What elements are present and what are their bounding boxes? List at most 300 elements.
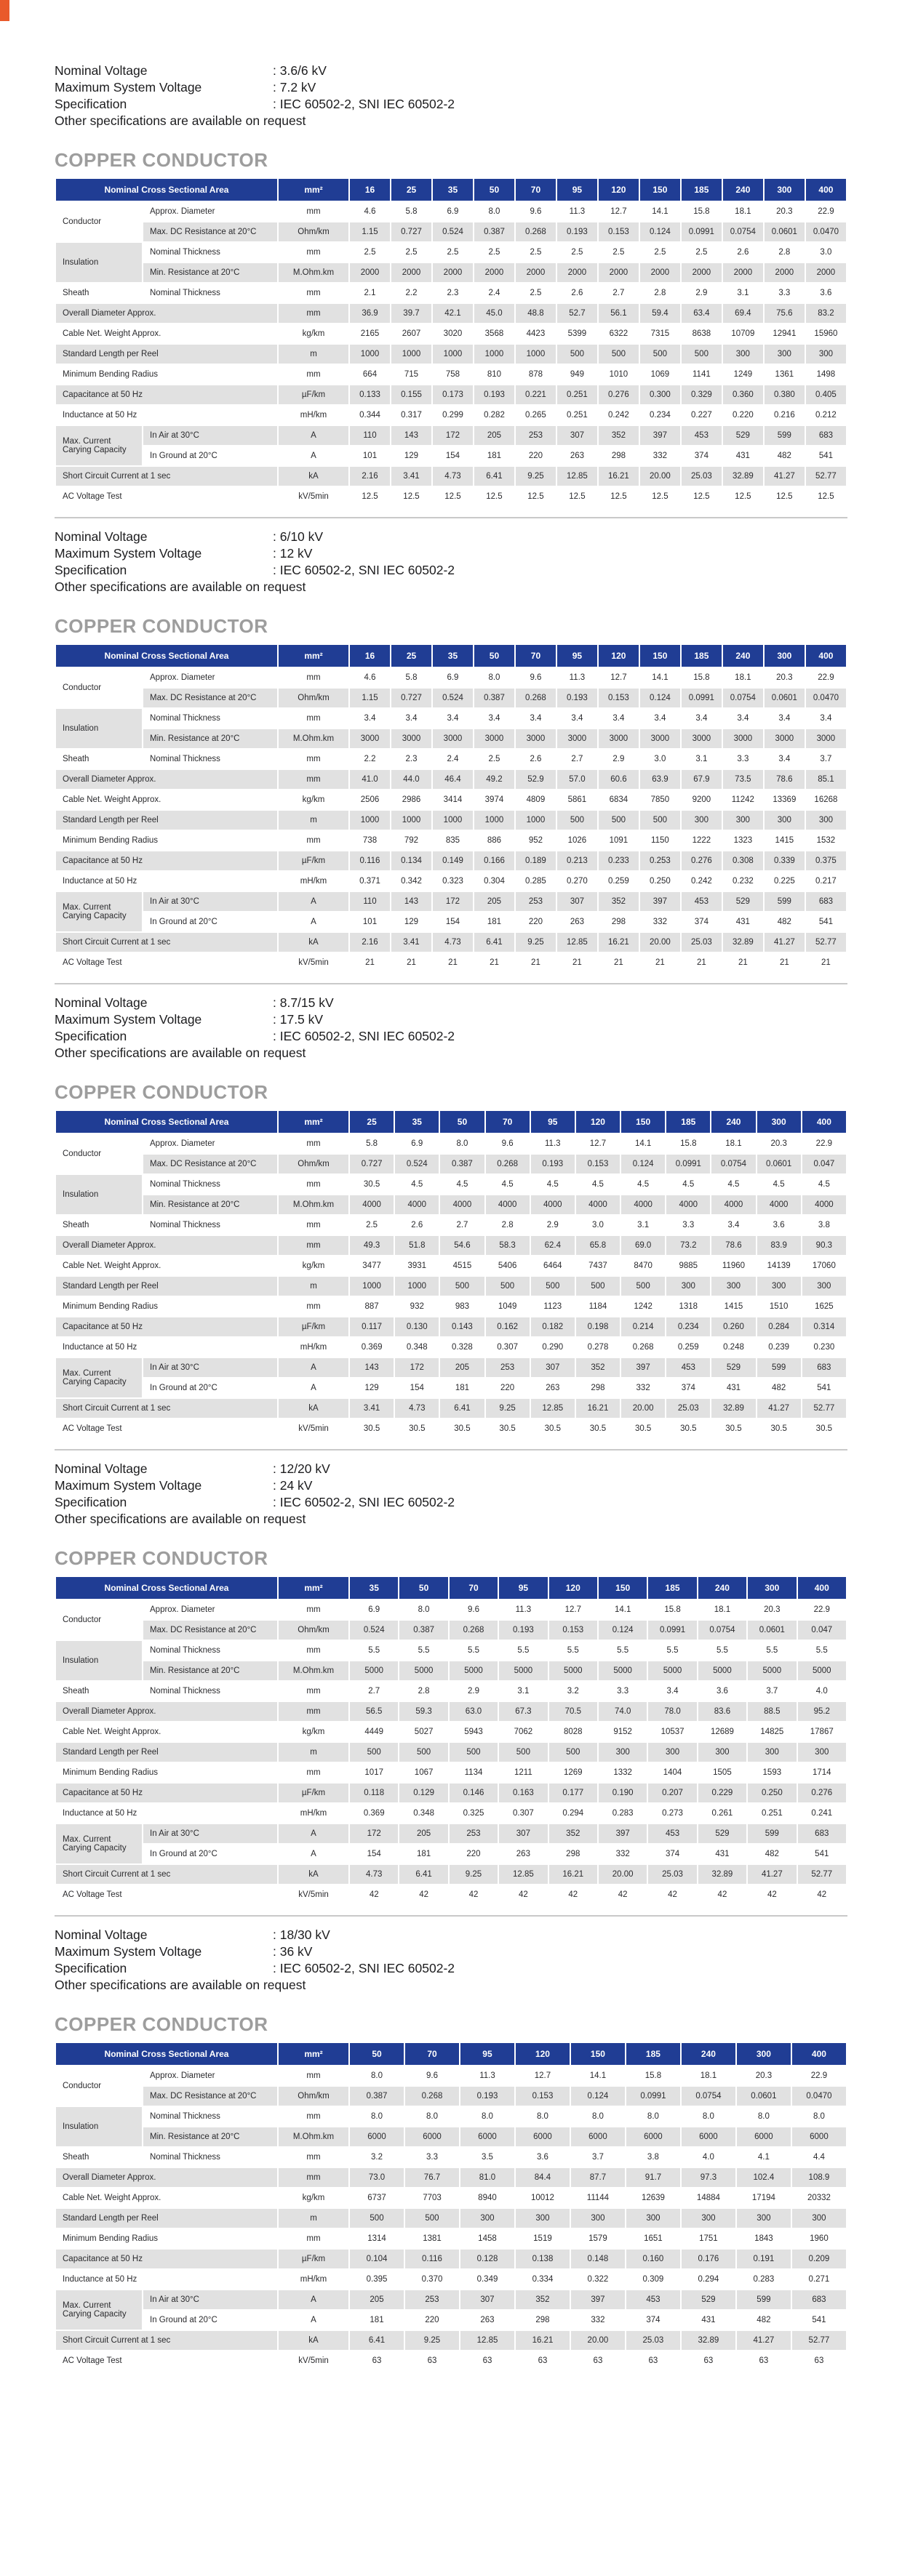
unit-header: mm² <box>279 645 348 667</box>
value-cell: 20.00 <box>640 467 680 486</box>
value-cell: 0.308 <box>723 851 763 870</box>
value-cell: 56.5 <box>350 1702 398 1721</box>
value-cell: 63 <box>626 2351 680 2370</box>
value-cell: 5000 <box>599 1661 647 1680</box>
table-row <box>56 1824 846 1843</box>
value-cell: 6000 <box>350 2127 404 2146</box>
table-row <box>56 1600 846 1619</box>
specification-value: : IEC 60502-2, SNI IEC 60502-2 <box>273 97 455 111</box>
value-cell: 300 <box>599 1743 647 1762</box>
value-cell: 431 <box>698 1845 746 1863</box>
value-cell: 21 <box>516 953 556 972</box>
value-cell: 500 <box>549 1743 597 1762</box>
value-cell: 0.524 <box>395 1155 439 1173</box>
value-cell: 397 <box>621 1358 665 1377</box>
row-group-cell: Conductor <box>56 1134 142 1173</box>
value-cell: 52.77 <box>798 1865 846 1884</box>
value-cell: 2000 <box>516 263 556 282</box>
value-cell: 374 <box>666 1379 710 1397</box>
section-divider <box>55 517 847 518</box>
size-column-header: 50 <box>440 1111 484 1133</box>
value-cell: 0.118 <box>350 1783 398 1802</box>
row-group-cell: Insulation <box>56 709 142 748</box>
value-cell: 300 <box>626 2209 680 2228</box>
value-cell: 58.3 <box>486 1236 530 1255</box>
table-row <box>56 1682 846 1701</box>
value-cell: 8.0 <box>516 2107 570 2126</box>
row-label-cell: In Air at 30°C <box>143 426 277 445</box>
unit-header: mm² <box>279 2043 348 2065</box>
value-cell: 878 <box>516 365 556 384</box>
value-cell: 307 <box>460 2290 514 2309</box>
value-cell: 52.7 <box>557 304 597 323</box>
value-cell: 0.317 <box>391 406 431 425</box>
unit-cell: Ohm/km <box>279 689 348 707</box>
value-cell: 810 <box>474 365 514 384</box>
value-cell: 2.8 <box>399 1682 447 1701</box>
value-cell: 0.124 <box>640 222 680 241</box>
value-cell: 758 <box>433 365 473 384</box>
value-cell: 0.241 <box>798 1804 846 1823</box>
table-row <box>56 1317 846 1336</box>
max-system-voltage-label: Maximum System Voltage <box>55 80 202 95</box>
value-cell: 0.230 <box>802 1338 846 1357</box>
unit-cell: mm <box>279 668 348 687</box>
value-cell: 541 <box>802 1379 846 1397</box>
value-cell: 1332 <box>599 1763 647 1782</box>
value-cell: 3.4 <box>682 709 722 728</box>
table-row <box>56 2331 846 2350</box>
value-cell: 63 <box>516 2351 570 2370</box>
value-cell: 20.3 <box>757 1134 801 1153</box>
row-group-cell: Conductor <box>56 2066 142 2106</box>
value-cell: 4.5 <box>711 1175 755 1194</box>
value-cell: 4.73 <box>433 933 473 952</box>
value-cell: 3.2 <box>549 1682 597 1701</box>
size-column-header: 120 <box>516 2043 570 2065</box>
value-cell: 9.6 <box>516 668 556 687</box>
size-column-header: 120 <box>549 1577 597 1599</box>
table-row <box>56 953 846 972</box>
value-cell: 6.41 <box>474 467 514 486</box>
value-cell: 0.524 <box>433 222 473 241</box>
row-label-cell: Standard Length per Reel <box>56 2209 277 2228</box>
value-cell: 9885 <box>666 1256 710 1275</box>
value-cell: 307 <box>557 426 597 445</box>
value-cell: 3000 <box>433 729 473 748</box>
value-cell: 2.3 <box>391 750 431 769</box>
value-cell: 352 <box>599 892 639 911</box>
value-cell: 6.9 <box>433 202 473 221</box>
value-cell: 3.3 <box>666 1216 710 1235</box>
value-cell: 6464 <box>531 1256 575 1275</box>
value-cell: 73.5 <box>723 770 763 789</box>
copper-conductor-table <box>55 1110 847 1440</box>
value-cell: 482 <box>765 446 805 465</box>
unit-cell: µF/km <box>279 1317 348 1336</box>
value-cell: 1458 <box>460 2229 514 2248</box>
size-column-header: 50 <box>474 179 514 201</box>
row-label-cell: Minimum Bending Radius <box>56 831 277 850</box>
value-cell: 0.329 <box>682 385 722 404</box>
value-cell: 0.0991 <box>666 1155 710 1173</box>
value-cell: 1323 <box>723 831 763 850</box>
size-column-header: 185 <box>682 179 722 201</box>
value-cell: 5.5 <box>748 1641 796 1660</box>
table-row <box>56 324 846 343</box>
value-cell: 0.190 <box>599 1783 647 1802</box>
row-label-cell: In Air at 30°C <box>143 1358 277 1377</box>
value-cell: 1415 <box>765 831 805 850</box>
value-cell: 6000 <box>626 2127 680 2146</box>
row-label-cell: In Ground at 20°C <box>143 1379 277 1397</box>
value-cell: 0.166 <box>474 851 514 870</box>
spec-section-12-20kv <box>55 1461 847 1917</box>
value-cell: 6.41 <box>440 1399 484 1418</box>
row-label-cell: In Ground at 20°C <box>143 446 277 465</box>
nominal-voltage-label: Nominal Voltage <box>55 529 148 544</box>
value-cell: 0.193 <box>460 2087 514 2106</box>
table-row <box>56 263 846 282</box>
value-cell: 0.250 <box>640 872 680 891</box>
value-cell: 12639 <box>626 2188 680 2207</box>
size-column-header: 300 <box>765 645 805 667</box>
value-cell: 172 <box>395 1358 439 1377</box>
value-cell: 12.7 <box>576 1134 620 1153</box>
value-cell: 4000 <box>757 1195 801 1214</box>
value-cell: 0.727 <box>391 689 431 707</box>
value-cell: 220 <box>516 912 556 931</box>
value-cell: 49.2 <box>474 770 514 789</box>
size-column-header: 240 <box>711 1111 755 1133</box>
copper-conductor-table <box>55 643 847 974</box>
value-cell: 12.5 <box>516 487 556 506</box>
value-cell: 7315 <box>640 324 680 343</box>
value-cell: 0.149 <box>433 851 473 870</box>
unit-cell: mm <box>279 2229 348 2248</box>
value-cell: 0.268 <box>516 222 556 241</box>
value-cell: 263 <box>460 2311 514 2330</box>
value-cell: 12.5 <box>806 487 846 506</box>
value-cell: 5399 <box>557 324 597 343</box>
value-cell: 5.5 <box>499 1641 547 1660</box>
size-column-header: 300 <box>737 2043 791 2065</box>
unit-cell: mm <box>279 1175 348 1194</box>
value-cell: 599 <box>748 1824 796 1843</box>
value-cell: 0.369 <box>350 1338 394 1357</box>
nominal-voltage-label: Nominal Voltage <box>55 63 148 78</box>
size-column-header: 70 <box>486 1111 530 1133</box>
value-cell: 482 <box>737 2311 791 2330</box>
value-cell: 0.283 <box>599 1804 647 1823</box>
value-cell: 500 <box>599 811 639 830</box>
value-cell: 6000 <box>460 2127 514 2146</box>
value-cell: 0.405 <box>806 385 846 404</box>
value-cell: 15960 <box>806 324 846 343</box>
value-cell: 205 <box>399 1824 447 1843</box>
value-cell: 21 <box>391 953 431 972</box>
value-cell: 10537 <box>648 1722 696 1741</box>
row-label-cell: Short Circuit Current at 1 sec <box>56 467 277 486</box>
value-cell: 0.285 <box>516 872 556 891</box>
size-column-header: 400 <box>802 1111 846 1133</box>
value-cell: 5861 <box>557 790 597 809</box>
value-cell: 52.77 <box>806 467 846 486</box>
value-cell: 307 <box>531 1358 575 1377</box>
value-cell: 0.0991 <box>682 689 722 707</box>
value-cell: 300 <box>798 1743 846 1762</box>
table-row <box>56 1621 846 1640</box>
value-cell: 85.1 <box>806 770 846 789</box>
value-cell: 2.8 <box>640 284 680 302</box>
table-row <box>56 1885 846 1904</box>
value-cell: 42 <box>698 1885 746 1904</box>
value-cell: 3.7 <box>806 750 846 769</box>
value-cell: 0.0601 <box>737 2087 791 2106</box>
value-cell: 1069 <box>640 365 680 384</box>
value-cell: 83.6 <box>698 1702 746 1721</box>
value-cell: 0.334 <box>516 2270 570 2289</box>
value-cell: 220 <box>486 1379 530 1397</box>
value-cell: 9200 <box>682 790 722 809</box>
table-row <box>56 426 846 445</box>
value-cell: 298 <box>576 1379 620 1397</box>
value-cell: 0.182 <box>531 1317 575 1336</box>
value-cell: 3.1 <box>682 750 722 769</box>
table-row <box>56 1297 846 1316</box>
value-cell: 0.162 <box>486 1317 530 1336</box>
unit-cell: kA <box>279 2331 348 2350</box>
unit-cell: kg/km <box>279 1256 348 1275</box>
value-cell: 4.5 <box>802 1175 846 1194</box>
value-cell: 70.5 <box>549 1702 597 1721</box>
value-cell: 0.727 <box>391 222 431 241</box>
value-cell: 0.047 <box>802 1155 846 1173</box>
unit-cell: A <box>279 2311 348 2330</box>
value-cell: 1000 <box>474 345 514 364</box>
value-cell: 30.5 <box>621 1419 665 1438</box>
table-row <box>56 385 846 404</box>
value-cell: 5000 <box>350 1661 398 1680</box>
unit-cell: kV/5min <box>279 2351 348 2370</box>
value-cell: 20332 <box>792 2188 846 2207</box>
copper-conductor-heading: COPPER CONDUCTOR <box>55 149 268 171</box>
specification-label: Specification <box>55 1029 127 1043</box>
value-cell: 397 <box>640 426 680 445</box>
value-cell: 3414 <box>433 790 473 809</box>
nominal-voltage-value: : 18/30 kV <box>273 1927 330 1942</box>
unit-cell: mH/km <box>279 406 348 425</box>
value-cell: 0.124 <box>599 1621 647 1640</box>
unit-cell: mH/km <box>279 1804 348 1823</box>
value-cell: 1505 <box>698 1763 746 1782</box>
value-cell: 2000 <box>474 263 514 282</box>
size-column-header: 150 <box>621 1111 665 1133</box>
value-cell: 18.1 <box>723 202 763 221</box>
table-row <box>56 1763 846 1782</box>
value-cell: 21 <box>599 953 639 972</box>
value-cell: 500 <box>557 811 597 830</box>
size-column-header: 120 <box>599 179 639 201</box>
value-cell: 300 <box>748 1743 796 1762</box>
value-cell: 14139 <box>757 1256 801 1275</box>
value-cell: 154 <box>433 912 473 931</box>
value-cell: 6.41 <box>350 2331 404 2350</box>
value-cell: 352 <box>576 1358 620 1377</box>
value-cell: 42 <box>350 1885 398 1904</box>
row-label-cell: Nominal Thickness <box>143 750 277 769</box>
value-cell: 683 <box>798 1824 846 1843</box>
value-cell: 352 <box>599 426 639 445</box>
value-cell: 0.242 <box>599 406 639 425</box>
value-cell: 1222 <box>682 831 722 850</box>
row-label-cell: AC Voltage Test <box>56 953 277 972</box>
table-header-row <box>56 1111 846 1133</box>
value-cell: 16.21 <box>549 1865 597 1884</box>
value-cell: 4.5 <box>666 1175 710 1194</box>
unit-cell: mm <box>279 304 348 323</box>
value-cell: 0.0754 <box>723 689 763 707</box>
section-divider <box>55 983 847 984</box>
row-label-cell: Short Circuit Current at 1 sec <box>56 1399 277 1418</box>
value-cell: 20.3 <box>765 202 805 221</box>
unit-cell: mm <box>279 1682 348 1701</box>
value-cell: 76.7 <box>405 2168 459 2187</box>
row-label-cell: In Air at 30°C <box>143 1824 277 1843</box>
row-label-cell: Nominal Thickness <box>143 1682 277 1701</box>
value-cell: 8.0 <box>350 2107 404 2126</box>
row-label-cell: Nominal Thickness <box>143 1641 277 1660</box>
value-cell: 12.85 <box>499 1865 547 1884</box>
value-cell: 63.9 <box>640 770 680 789</box>
size-column-header: 400 <box>806 645 846 667</box>
value-cell: 0.260 <box>711 1317 755 1336</box>
spec-section-8-7-15kv <box>55 995 847 1450</box>
row-label-cell: Capacitance at 50 Hz <box>56 1317 277 1336</box>
value-cell: 3000 <box>350 729 390 748</box>
value-cell: 4.5 <box>576 1175 620 1194</box>
table-row <box>56 1236 846 1255</box>
value-cell: 3.0 <box>576 1216 620 1235</box>
value-cell: 11.3 <box>499 1600 547 1619</box>
value-cell: 0.213 <box>557 851 597 870</box>
value-cell: 500 <box>450 1743 498 1762</box>
value-cell: 4.4 <box>792 2148 846 2167</box>
table-row <box>56 365 846 384</box>
value-cell: 0.146 <box>450 1783 498 1802</box>
value-cell: 2000 <box>640 263 680 282</box>
value-cell: 3000 <box>474 729 514 748</box>
value-cell: 5.8 <box>350 1134 394 1153</box>
value-cell: 1000 <box>395 1277 439 1296</box>
value-cell: 63 <box>792 2351 846 2370</box>
value-cell: 0.248 <box>711 1338 755 1357</box>
unit-cell: mm <box>279 1641 348 1660</box>
value-cell: 300 <box>648 1743 696 1762</box>
value-cell: 0.251 <box>557 406 597 425</box>
value-cell: 3.3 <box>405 2148 459 2167</box>
table-row <box>56 2209 846 2228</box>
value-cell: 500 <box>576 1277 620 1296</box>
value-cell: 181 <box>474 446 514 465</box>
value-cell: 0.0754 <box>723 222 763 241</box>
unit-cell: m <box>279 1743 348 1762</box>
value-cell: 4.5 <box>531 1175 575 1194</box>
unit-header: mm² <box>279 1577 348 1599</box>
value-cell: 0.0754 <box>711 1155 755 1173</box>
row-label-cell: Standard Length per Reel <box>56 1743 277 1762</box>
section-divider <box>55 1915 847 1917</box>
size-column-header: 70 <box>450 1577 498 1599</box>
max-system-voltage-label: Maximum System Voltage <box>55 1944 202 1959</box>
table-row <box>56 912 846 931</box>
value-cell: 110 <box>350 892 390 911</box>
value-cell: 1381 <box>405 2229 459 2248</box>
row-group-cell: Insulation <box>56 1175 142 1214</box>
value-cell: 0.227 <box>682 406 722 425</box>
max-system-voltage-label: Maximum System Voltage <box>55 1478 202 1493</box>
value-cell: 0.221 <box>516 385 556 404</box>
row-label-cell: Capacitance at 50 Hz <box>56 385 277 404</box>
row-label-cell: Min. Resistance at 20°C <box>143 2127 277 2146</box>
value-cell: 0.387 <box>474 222 514 241</box>
value-cell: 3.3 <box>765 284 805 302</box>
value-cell: 9152 <box>599 1722 647 1741</box>
value-cell: 11.3 <box>557 668 597 687</box>
value-cell: 300 <box>792 2209 846 2228</box>
row-label-cell: Approx. Diameter <box>143 668 277 687</box>
value-cell: 30.5 <box>486 1419 530 1438</box>
value-cell: 2.1 <box>350 284 390 302</box>
value-cell: 22.9 <box>792 2066 846 2085</box>
value-cell: 0.276 <box>682 851 722 870</box>
value-cell: 8.0 <box>792 2107 846 2126</box>
row-label-cell: Cable Net. Weight Approx. <box>56 1722 277 1741</box>
value-cell: 0.198 <box>576 1317 620 1336</box>
value-cell: 21 <box>806 953 846 972</box>
value-cell: 0.163 <box>499 1783 547 1802</box>
value-cell: 59.3 <box>399 1702 447 1721</box>
value-cell: 3.6 <box>757 1216 801 1235</box>
value-cell: 2.6 <box>557 284 597 302</box>
row-label-cell: Min. Resistance at 20°C <box>143 263 277 282</box>
value-cell: 4000 <box>802 1195 846 1214</box>
cross-section-header: Nominal Cross Sectional Area <box>56 1577 277 1599</box>
value-cell: 0.129 <box>399 1783 447 1802</box>
value-cell: 154 <box>350 1845 398 1863</box>
spec-info <box>55 1927 847 1994</box>
value-cell: 2.5 <box>599 243 639 262</box>
specification-value: : IEC 60502-2, SNI IEC 60502-2 <box>273 1495 455 1509</box>
table-row <box>56 831 846 850</box>
value-cell: 332 <box>571 2311 625 2330</box>
table-row <box>56 1399 846 1418</box>
value-cell: 300 <box>711 1277 755 1296</box>
unit-cell: mH/km <box>279 872 348 891</box>
value-cell: 300 <box>571 2209 625 2228</box>
size-column-header: 70 <box>516 645 556 667</box>
value-cell: 2.9 <box>531 1216 575 1235</box>
value-cell: 332 <box>599 1845 647 1863</box>
value-cell: 4423 <box>516 324 556 343</box>
value-cell: 5.5 <box>549 1641 597 1660</box>
value-cell: 0.268 <box>405 2087 459 2106</box>
value-cell: 3477 <box>350 1256 394 1275</box>
unit-header: mm² <box>279 1111 348 1133</box>
value-cell: 90.3 <box>802 1236 846 1255</box>
value-cell: 3.41 <box>391 933 431 952</box>
value-cell: 0.273 <box>648 1804 696 1823</box>
